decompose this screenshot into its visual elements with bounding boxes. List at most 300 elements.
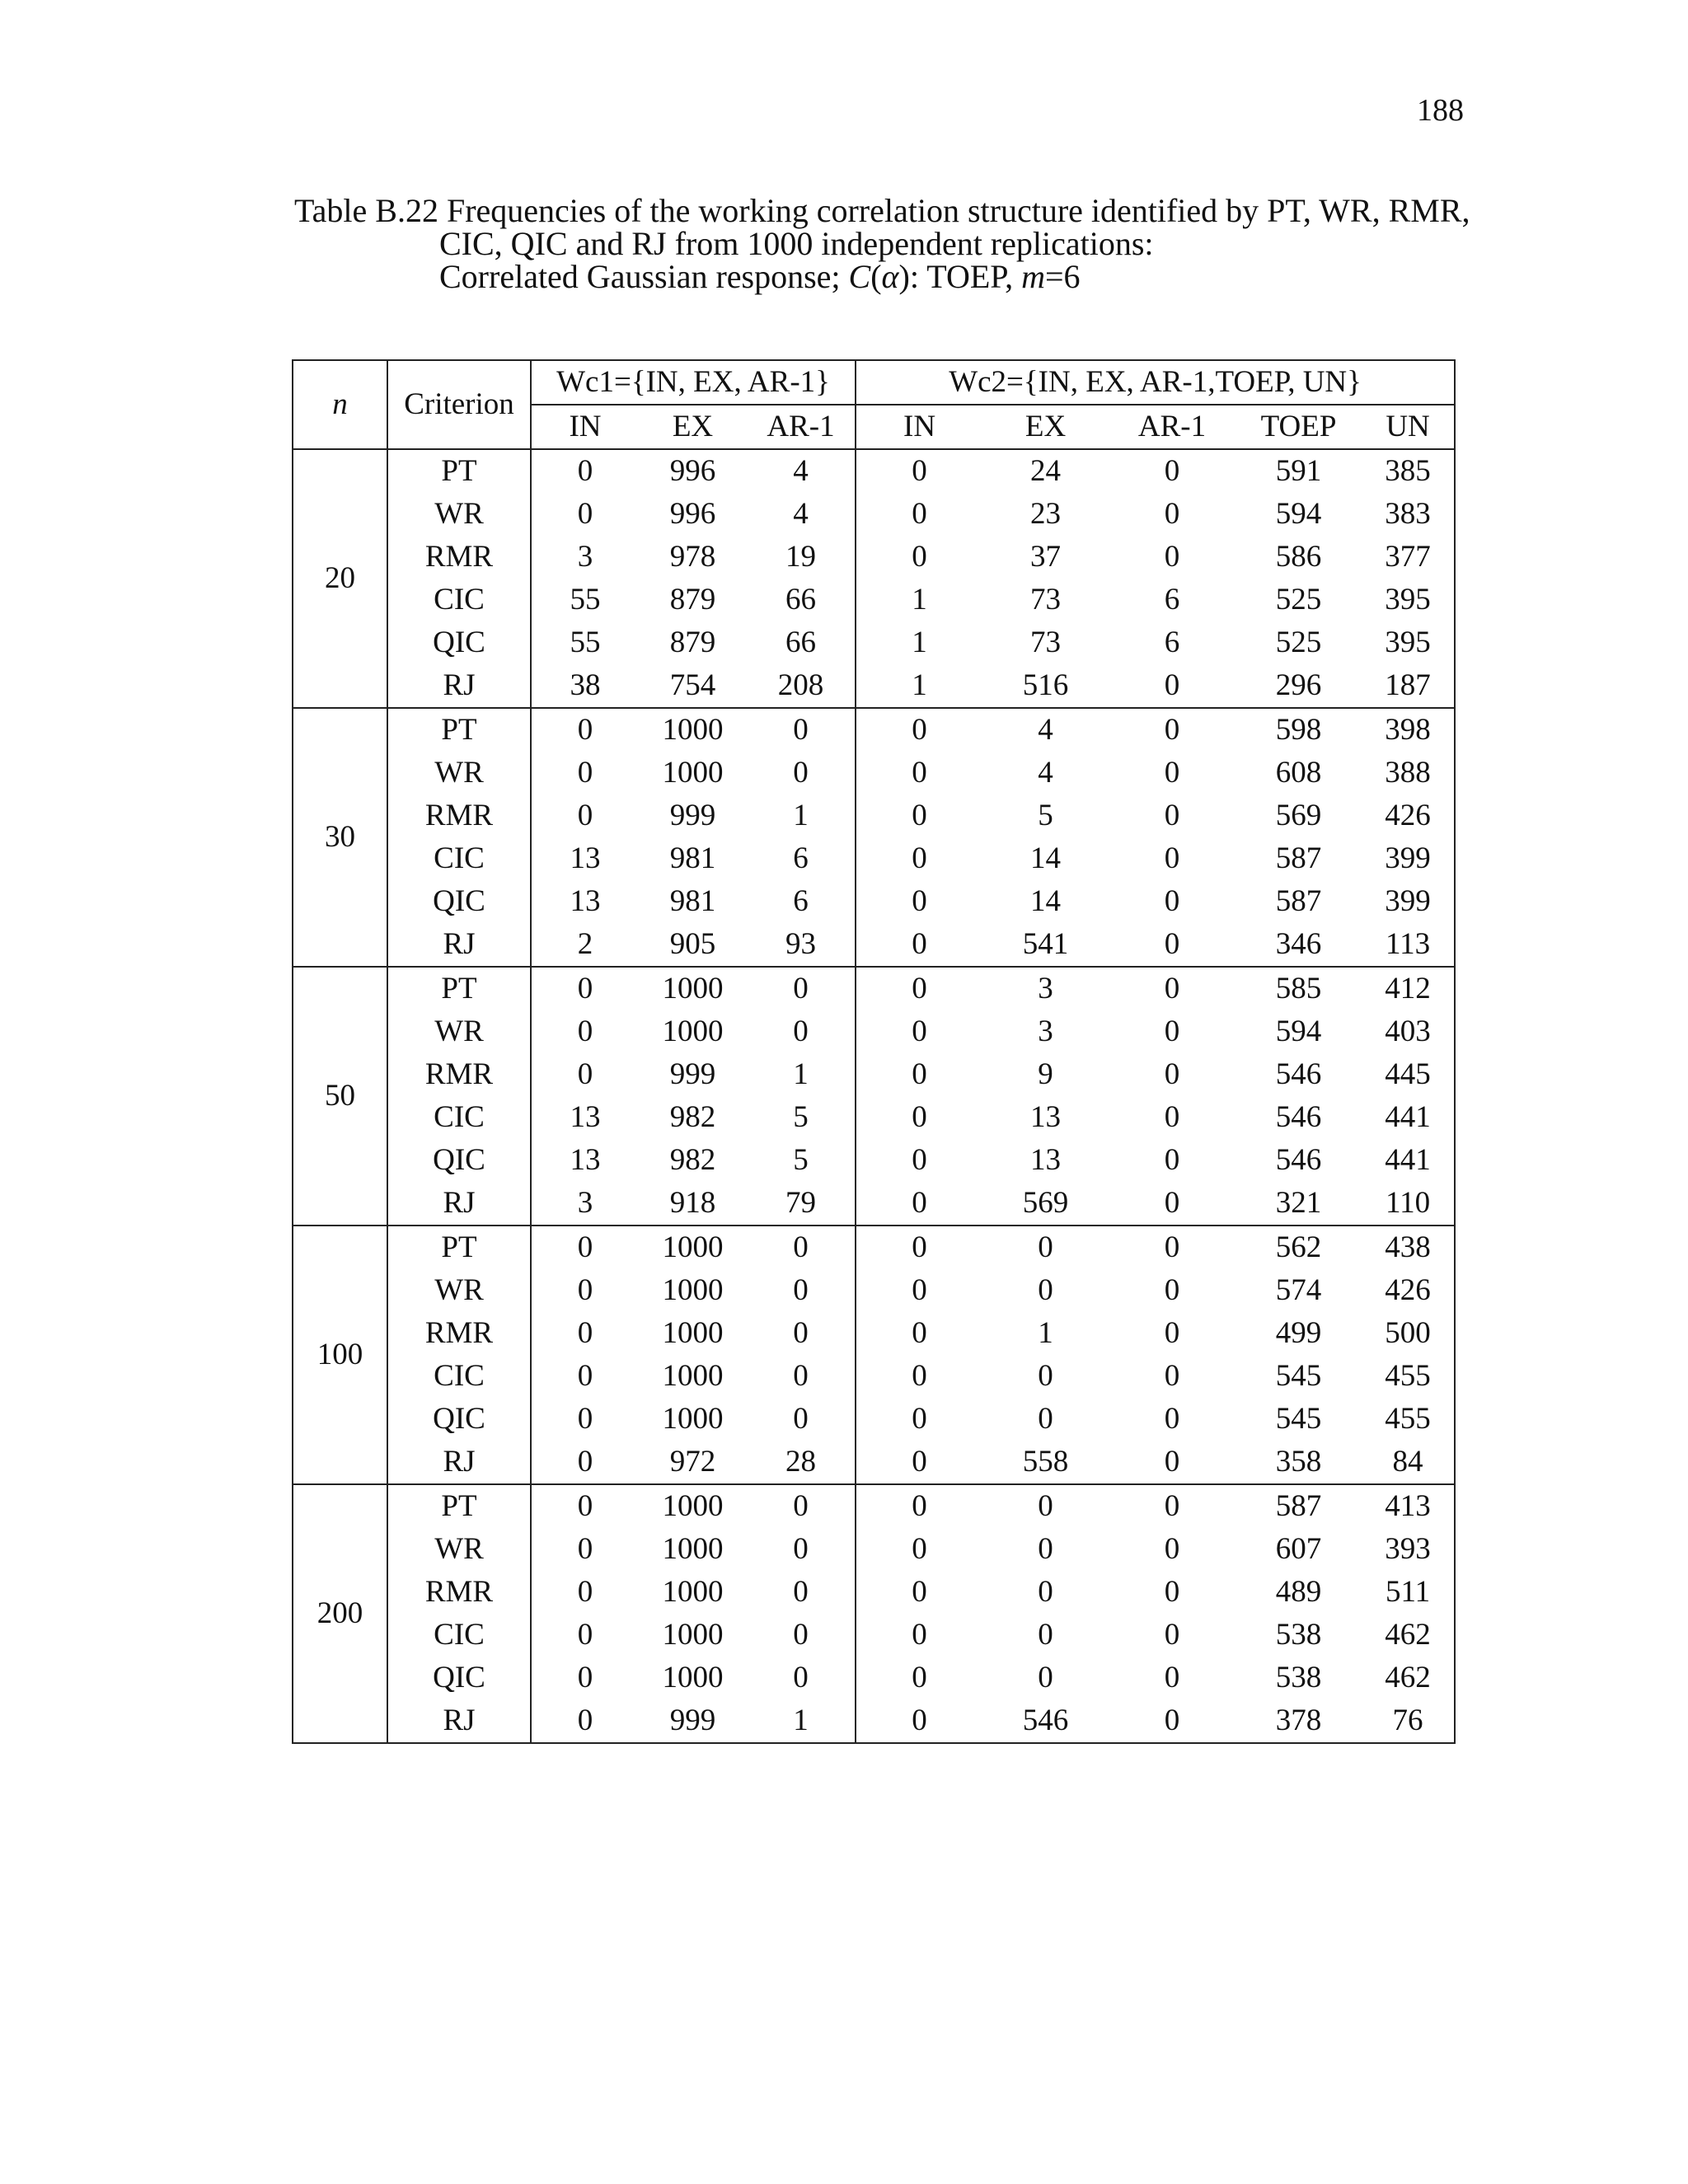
- value-cell: 0: [1164, 1316, 1180, 1350]
- criterion-cell: QIC: [387, 880, 531, 923]
- value-cell: 0: [747, 1571, 856, 1614]
- value-cell: 1000: [662, 1402, 724, 1436]
- value-cell: 110: [1362, 1182, 1455, 1226]
- value-cell: 0: [1109, 923, 1236, 967]
- value-cell: 0: [912, 841, 927, 875]
- criterion-cell: CIC: [387, 837, 531, 880]
- value-cell: 37: [1030, 540, 1062, 574]
- value-cell: 0: [1038, 1359, 1053, 1393]
- criterion-cell: CIC: [387, 1355, 531, 1398]
- table-row: [293, 1139, 1455, 1182]
- value-cell: 1000: [662, 1359, 724, 1393]
- header-group-wc1: Wc1={IN, EX, AR-1}: [531, 360, 856, 405]
- value-cell: 999: [639, 1699, 747, 1743]
- value-cell: 1000: [662, 1230, 724, 1264]
- criterion-cell: WR: [387, 1269, 531, 1312]
- value-cell: 55: [570, 626, 601, 659]
- value-cell: 383: [1362, 493, 1455, 536]
- value-cell: 754: [639, 664, 747, 708]
- value-cell: 0: [1038, 1230, 1053, 1264]
- value-cell: 905: [639, 923, 747, 967]
- header-subcol-un: UN: [1362, 405, 1455, 449]
- value-cell: 0: [1164, 1143, 1180, 1177]
- value-cell: 918: [639, 1182, 747, 1226]
- table-row: [293, 837, 1455, 880]
- value-cell: 0: [577, 1661, 593, 1694]
- value-cell: 546: [1275, 1057, 1322, 1091]
- n-value-cell: 100: [293, 1226, 387, 1484]
- value-cell: 441: [1362, 1096, 1455, 1139]
- value-cell: 489: [1275, 1575, 1322, 1609]
- value-cell: 2: [531, 923, 639, 967]
- table-caption: [294, 194, 1489, 293]
- value-cell: 55: [570, 583, 601, 616]
- value-cell: 574: [1275, 1273, 1322, 1307]
- value-cell: 79: [747, 1182, 856, 1226]
- value-cell: 0: [1164, 799, 1180, 832]
- value-cell: 0: [912, 1316, 927, 1350]
- value-cell: 462: [1362, 1614, 1455, 1657]
- value-cell: 0: [912, 1489, 927, 1523]
- caption-alpha-symbol: α: [881, 258, 899, 295]
- value-cell: 0: [1164, 756, 1180, 790]
- value-cell: 0: [912, 799, 927, 832]
- table-row: [293, 493, 1455, 536]
- value-cell: 377: [1362, 536, 1455, 579]
- caption-c-symbol: C: [848, 258, 871, 295]
- value-cell: 0: [747, 1528, 856, 1571]
- value-cell: 0: [577, 1618, 593, 1652]
- value-cell: 1: [747, 1699, 856, 1743]
- value-cell: 0: [747, 1614, 856, 1657]
- value-cell: 399: [1362, 837, 1455, 880]
- value-cell: 0: [747, 708, 856, 752]
- value-cell: 0: [577, 1359, 593, 1393]
- value-cell: 996: [669, 454, 716, 488]
- table-row: [293, 1182, 1455, 1226]
- criterion-cell: PT: [387, 449, 531, 493]
- value-cell: 1000: [662, 756, 724, 790]
- value-cell: 0: [577, 1316, 593, 1350]
- table-row: [293, 664, 1455, 708]
- table-row: [293, 1699, 1455, 1743]
- value-cell: 9: [1038, 1057, 1053, 1091]
- table-row: [293, 1312, 1455, 1355]
- criterion-cell: QIC: [387, 1398, 531, 1441]
- value-cell: 0: [1164, 1489, 1180, 1523]
- value-cell: 0: [912, 1532, 927, 1566]
- value-cell: 981: [669, 884, 716, 918]
- value-cell: 0: [1164, 454, 1180, 488]
- value-cell: 0: [912, 1402, 927, 1436]
- value-cell: 879: [669, 626, 716, 659]
- value-cell: 438: [1362, 1226, 1455, 1269]
- value-cell: 187: [1362, 664, 1455, 708]
- value-cell: 0: [1164, 1618, 1180, 1652]
- value-cell: 541: [982, 923, 1109, 967]
- value-cell: 4: [747, 449, 856, 493]
- caption-m-symbol: m: [1021, 258, 1045, 295]
- value-cell: 585: [1275, 972, 1322, 1005]
- value-cell: 1000: [662, 1532, 724, 1566]
- value-cell: 14: [1030, 841, 1062, 875]
- value-cell: 972: [639, 1441, 747, 1484]
- value-cell: 0: [1164, 1575, 1180, 1609]
- value-cell: 1: [1038, 1316, 1053, 1350]
- value-cell: 0: [577, 1057, 593, 1091]
- value-cell: 0: [577, 1532, 593, 1566]
- value-cell: 546: [982, 1699, 1109, 1743]
- value-cell: 455: [1362, 1355, 1455, 1398]
- value-cell: 569: [982, 1182, 1109, 1226]
- value-cell: 321: [1236, 1182, 1362, 1226]
- value-cell: 0: [747, 1269, 856, 1312]
- header-criterion: Criterion: [387, 360, 531, 449]
- value-cell: 208: [747, 664, 856, 708]
- value-cell: 0: [1164, 1402, 1180, 1436]
- value-cell: 0: [1164, 884, 1180, 918]
- value-cell: 1000: [662, 1273, 724, 1307]
- value-cell: 0: [747, 1657, 856, 1699]
- value-cell: 0: [747, 1398, 856, 1441]
- table-row: [293, 1484, 1455, 1528]
- value-cell: 346: [1236, 923, 1362, 967]
- header-n: n: [293, 360, 387, 449]
- value-cell: 525: [1275, 626, 1322, 659]
- value-cell: 594: [1275, 497, 1322, 531]
- value-cell: 393: [1362, 1528, 1455, 1571]
- value-cell: 0: [912, 540, 927, 574]
- value-cell: 562: [1275, 1230, 1322, 1264]
- value-cell: 0: [912, 1575, 927, 1609]
- value-cell: 0: [1164, 1359, 1180, 1393]
- value-cell: 6: [747, 880, 856, 923]
- table-row: [293, 1355, 1455, 1398]
- value-cell: 0: [747, 1312, 856, 1355]
- table-row: [293, 794, 1455, 837]
- table-row: [293, 1226, 1455, 1269]
- value-cell: 0: [577, 497, 593, 531]
- value-cell: 0: [1164, 972, 1180, 1005]
- value-cell: 0: [1164, 1273, 1180, 1307]
- value-cell: 0: [1109, 664, 1236, 708]
- value-cell: 1000: [662, 1489, 724, 1523]
- value-cell: 441: [1362, 1139, 1455, 1182]
- value-cell: 0: [912, 497, 927, 531]
- value-cell: 24: [1030, 454, 1062, 488]
- value-cell: 591: [1275, 454, 1322, 488]
- value-cell: 0: [856, 1182, 982, 1226]
- value-cell: 3: [531, 1182, 639, 1226]
- value-cell: 0: [912, 1661, 927, 1694]
- caption-m-value: =6: [1045, 258, 1081, 295]
- value-cell: 6: [747, 837, 856, 880]
- value-cell: 455: [1362, 1398, 1455, 1441]
- value-cell: 0: [747, 1010, 856, 1053]
- criterion-cell: CIC: [387, 1614, 531, 1657]
- value-cell: 0: [1164, 713, 1180, 747]
- value-cell: 1: [856, 664, 982, 708]
- criterion-cell: QIC: [387, 1139, 531, 1182]
- value-cell: 358: [1236, 1441, 1362, 1484]
- value-cell: 23: [1030, 497, 1062, 531]
- value-cell: 6: [1164, 583, 1180, 616]
- value-cell: 0: [912, 884, 927, 918]
- table-row: [293, 1571, 1455, 1614]
- value-cell: 76: [1362, 1699, 1455, 1743]
- value-cell: 0: [1164, 1100, 1180, 1134]
- value-cell: 385: [1362, 449, 1455, 493]
- value-cell: 1000: [662, 1618, 724, 1652]
- value-cell: 999: [669, 799, 716, 832]
- value-cell: 19: [747, 536, 856, 579]
- table-row: [293, 1269, 1455, 1312]
- value-cell: 0: [912, 1015, 927, 1048]
- value-cell: 0: [747, 967, 856, 1010]
- value-cell: 0: [1038, 1618, 1053, 1652]
- value-cell: 73: [1030, 626, 1062, 659]
- value-cell: 412: [1362, 967, 1455, 1010]
- n-value-cell: 200: [293, 1484, 387, 1743]
- value-cell: 0: [1038, 1273, 1053, 1307]
- value-cell: 426: [1362, 794, 1455, 837]
- value-cell: 0: [531, 1441, 639, 1484]
- value-cell: 14: [1030, 884, 1062, 918]
- value-cell: 0: [1109, 1182, 1236, 1226]
- value-cell: 0: [912, 1618, 927, 1652]
- table-row: [293, 880, 1455, 923]
- value-cell: 0: [1164, 540, 1180, 574]
- value-cell: 0: [1164, 1661, 1180, 1694]
- criterion-cell: WR: [387, 752, 531, 794]
- value-cell: 0: [912, 1057, 927, 1091]
- table-row: [293, 1010, 1455, 1053]
- caption-line-3: [294, 260, 1489, 293]
- value-cell: 546: [1275, 1100, 1322, 1134]
- criterion-cell: RJ: [387, 664, 531, 708]
- value-cell: 395: [1362, 621, 1455, 664]
- value-cell: 538: [1275, 1661, 1322, 1694]
- caption-line-1: Table B.22 Frequencies of the working correlation structure identified by PT, WR, RMR,: [294, 192, 1470, 229]
- value-cell: 0: [747, 1355, 856, 1398]
- value-cell: 0: [747, 752, 856, 794]
- frequency-table: [292, 359, 1456, 1744]
- value-cell: 1000: [662, 1316, 724, 1350]
- value-cell: 0: [577, 756, 593, 790]
- table-row: [293, 621, 1455, 664]
- value-cell: 4: [747, 493, 856, 536]
- criterion-cell: QIC: [387, 621, 531, 664]
- criterion-cell: RMR: [387, 1571, 531, 1614]
- value-cell: 296: [1236, 664, 1362, 708]
- value-cell: 388: [1362, 752, 1455, 794]
- criterion-cell: RMR: [387, 1053, 531, 1096]
- value-cell: 398: [1362, 708, 1455, 752]
- value-cell: 0: [577, 799, 593, 832]
- value-cell: 0: [1038, 1532, 1053, 1566]
- criterion-cell: QIC: [387, 1657, 531, 1699]
- criterion-cell: WR: [387, 1010, 531, 1053]
- value-cell: 1000: [662, 972, 724, 1005]
- value-cell: 608: [1275, 756, 1322, 790]
- value-cell: 1: [912, 583, 927, 616]
- value-cell: 594: [1275, 1015, 1322, 1048]
- value-cell: 0: [577, 1402, 593, 1436]
- value-cell: 1000: [662, 1015, 724, 1048]
- value-cell: 84: [1362, 1441, 1455, 1484]
- criterion-cell: RJ: [387, 1441, 531, 1484]
- value-cell: 445: [1362, 1053, 1455, 1096]
- header-subcol-ar-1: AR-1: [1109, 405, 1236, 449]
- value-cell: 586: [1275, 540, 1322, 574]
- value-cell: 93: [747, 923, 856, 967]
- value-cell: 607: [1275, 1532, 1322, 1566]
- header-row-groups: [293, 360, 1455, 405]
- value-cell: 403: [1362, 1010, 1455, 1053]
- table-row: [293, 923, 1455, 967]
- value-cell: 499: [1275, 1316, 1322, 1350]
- n-value-cell: 20: [293, 449, 387, 708]
- value-cell: 0: [912, 454, 927, 488]
- value-cell: 0: [577, 1489, 593, 1523]
- table-row: [293, 579, 1455, 621]
- value-cell: 516: [982, 664, 1109, 708]
- table-row: [293, 1528, 1455, 1571]
- table-row: [293, 1441, 1455, 1484]
- criterion-cell: RJ: [387, 923, 531, 967]
- table-row: [293, 449, 1455, 493]
- value-cell: 0: [747, 1226, 856, 1269]
- table-row: [293, 536, 1455, 579]
- n-value-cell: 30: [293, 708, 387, 967]
- table-row: [293, 1614, 1455, 1657]
- value-cell: 0: [912, 1230, 927, 1264]
- criterion-cell: RJ: [387, 1699, 531, 1743]
- value-cell: 38: [531, 664, 639, 708]
- header-subcol-toep: TOEP: [1236, 405, 1362, 449]
- value-cell: 587: [1275, 884, 1322, 918]
- value-cell: 13: [1030, 1100, 1062, 1134]
- criterion-cell: PT: [387, 1226, 531, 1269]
- value-cell: 982: [669, 1143, 716, 1177]
- value-cell: 462: [1362, 1657, 1455, 1699]
- table-row: [293, 708, 1455, 752]
- value-cell: 0: [1164, 1015, 1180, 1048]
- value-cell: 0: [1038, 1661, 1053, 1694]
- value-cell: 4: [1038, 756, 1053, 790]
- value-cell: 0: [1038, 1402, 1053, 1436]
- value-cell: 0: [1164, 1057, 1180, 1091]
- table-row: [293, 752, 1455, 794]
- value-cell: 982: [669, 1100, 716, 1134]
- value-cell: 1000: [662, 1575, 724, 1609]
- table-row: [293, 1096, 1455, 1139]
- value-cell: 999: [669, 1057, 716, 1091]
- value-cell: 0: [531, 1699, 639, 1743]
- criterion-cell: WR: [387, 493, 531, 536]
- value-cell: 525: [1275, 583, 1322, 616]
- value-cell: 5: [747, 1139, 856, 1182]
- criterion-cell: PT: [387, 1484, 531, 1528]
- value-cell: 558: [982, 1441, 1109, 1484]
- value-cell: 5: [1038, 799, 1053, 832]
- value-cell: 6: [1164, 626, 1180, 659]
- value-cell: 1: [747, 794, 856, 837]
- value-cell: 0: [912, 1359, 927, 1393]
- value-cell: 0: [747, 1484, 856, 1528]
- value-cell: 0: [577, 713, 593, 747]
- value-cell: 0: [1164, 841, 1180, 875]
- value-cell: 3: [1038, 1015, 1053, 1048]
- n-value-cell: 50: [293, 967, 387, 1226]
- criterion-cell: PT: [387, 708, 531, 752]
- value-cell: 0: [856, 923, 982, 967]
- value-cell: 546: [1275, 1143, 1322, 1177]
- value-cell: 0: [1038, 1575, 1053, 1609]
- value-cell: 0: [1109, 1699, 1236, 1743]
- value-cell: 0: [577, 1015, 593, 1048]
- value-cell: 981: [669, 841, 716, 875]
- criterion-cell: CIC: [387, 579, 531, 621]
- caption-paren-open: (: [870, 258, 882, 295]
- value-cell: 3: [577, 540, 593, 574]
- value-cell: 0: [577, 1273, 593, 1307]
- value-cell: 13: [570, 1100, 601, 1134]
- criterion-cell: RMR: [387, 1312, 531, 1355]
- value-cell: 545: [1275, 1402, 1322, 1436]
- value-cell: 0: [912, 756, 927, 790]
- value-cell: 0: [856, 1441, 982, 1484]
- value-cell: 0: [577, 454, 593, 488]
- value-cell: 511: [1362, 1571, 1455, 1614]
- caption-line-2: CIC, QIC and RJ from 1000 independent replications:: [439, 225, 1154, 262]
- value-cell: 545: [1275, 1359, 1322, 1393]
- criterion-cell: WR: [387, 1528, 531, 1571]
- value-cell: 0: [912, 1143, 927, 1177]
- page-number: 188: [1417, 93, 1464, 128]
- value-cell: 0: [912, 1273, 927, 1307]
- value-cell: 1000: [662, 713, 724, 747]
- criterion-cell: CIC: [387, 1096, 531, 1139]
- value-cell: 0: [912, 972, 927, 1005]
- value-cell: 3: [1038, 972, 1053, 1005]
- value-cell: 978: [669, 540, 716, 574]
- value-cell: 66: [747, 579, 856, 621]
- value-cell: 426: [1362, 1269, 1455, 1312]
- criterion-cell: RMR: [387, 536, 531, 579]
- value-cell: 0: [1109, 1441, 1236, 1484]
- value-cell: 0: [1038, 1489, 1053, 1523]
- value-cell: 0: [912, 1100, 927, 1134]
- value-cell: 13: [570, 1143, 601, 1177]
- value-cell: 587: [1275, 841, 1322, 875]
- value-cell: 1: [912, 626, 927, 659]
- value-cell: 0: [1164, 497, 1180, 531]
- table-row: [293, 967, 1455, 1010]
- value-cell: 113: [1362, 923, 1455, 967]
- header-subcol-in: IN: [531, 405, 639, 449]
- value-cell: 0: [1164, 1230, 1180, 1264]
- value-cell: 395: [1362, 579, 1455, 621]
- value-cell: 569: [1275, 799, 1322, 832]
- value-cell: 1: [747, 1053, 856, 1096]
- header-subcol-ar-1: AR-1: [747, 405, 856, 449]
- criterion-cell: RJ: [387, 1182, 531, 1226]
- value-cell: 66: [747, 621, 856, 664]
- value-cell: 587: [1275, 1489, 1322, 1523]
- table-row: [293, 1657, 1455, 1699]
- value-cell: 538: [1275, 1618, 1322, 1652]
